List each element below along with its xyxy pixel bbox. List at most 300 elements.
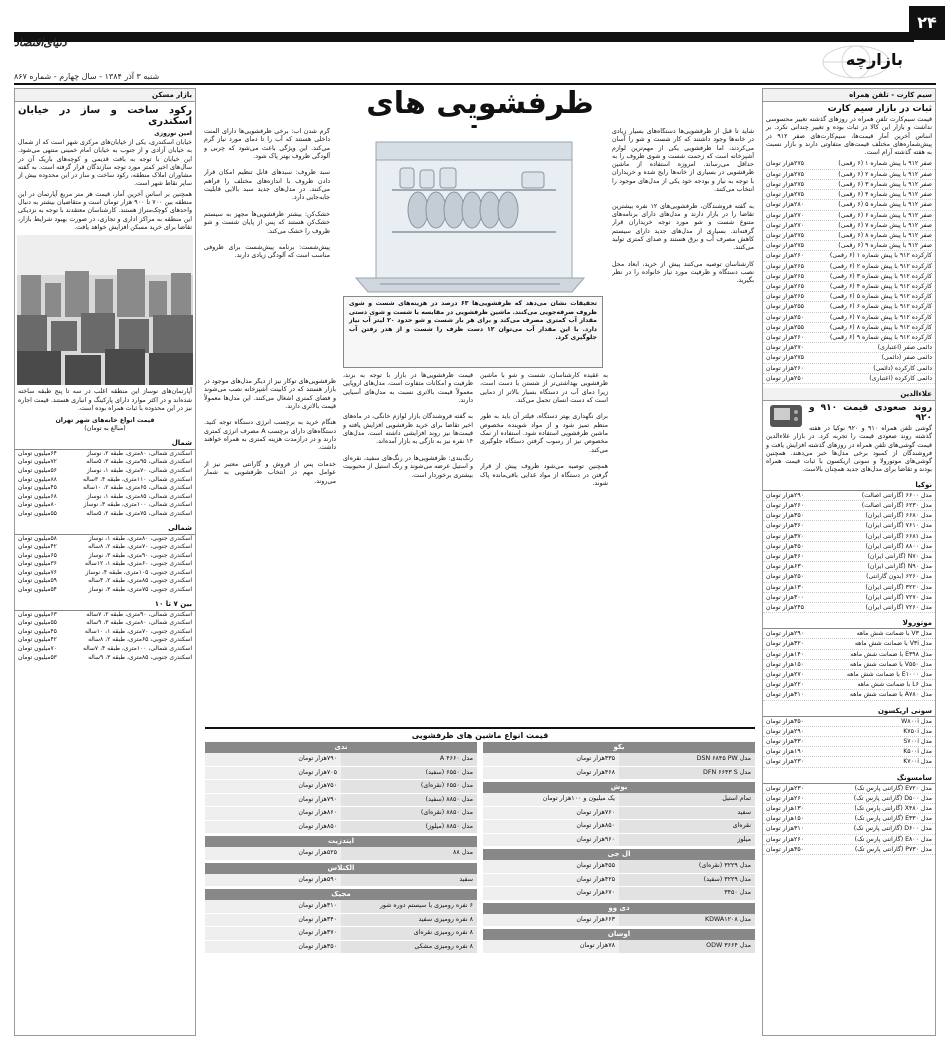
apartment-desc: اسکندری جنوبی، ۷۵متری، طبقه ۳، نوساز [88,586,192,594]
price-row [763,639,935,649]
price-item-value: ۲۶۵هزار تومان [766,282,804,290]
price-table-title: قیمت انواع ماشین های ظرفشویی [205,727,755,740]
brand-heading: دی وو [483,903,755,914]
apartment-price: ۷۰میلیون تومان [18,645,57,653]
price-item-value: ۲۷۰هزار تومان [766,221,804,229]
sony-heading: سونی اریکسون [763,704,935,717]
apartment-price: ۸۸میلیون تومان [18,475,57,483]
price-table-row [205,874,477,888]
model-price: ۷۵۰هزار تومان [205,780,341,793]
price-item-name: دائمی کارکرده (اعتباری) [869,374,932,382]
price-row [763,521,935,531]
top-rule [14,32,914,42]
price-row [763,824,935,834]
price-table-row [205,821,477,835]
price-item-value: ۲۷۰هزار تومان [766,344,804,352]
price-item-value: ۲۵۰هزار تومان [766,313,804,321]
price-item-name: کارکرده ۹۱۲ با پیش شماره ۵ (۶ رقمی) [829,293,932,301]
price-row [763,794,935,804]
price-item-name: کارکرده ۹۱۲ با پیش شماره ۲ (۶ رقمی) [829,262,932,270]
price-item-value: ۲۶۰هزار تومان [766,333,804,341]
apartment-desc: اسکندری شمالی، ۷۰متری، طبقه ۱، نوساز [86,466,192,474]
model-price: ۶۶۳هزار تومان [483,914,619,927]
price-item-name: مدل A۷۸۰ با ضمانت شش ماهه [849,691,932,699]
model-price: ۸۵۰هزار تومان [483,820,619,833]
price-row [763,690,935,700]
motorola-price-list [763,629,935,700]
apartment-row [15,535,195,544]
housing-region-list [15,437,195,662]
price-item-name: مدل K۷۵۰i [903,727,932,735]
price-item-value: ۱۴۰هزار تومان [766,650,804,658]
apartment-desc: اسکندری شمالی، ۸۰متری، طبقه ۳، ۹ساله [86,619,192,627]
apartment-price: ۴۵میلیون تومان [18,627,57,635]
apartment-price: ۶۵میلیون تومان [18,551,57,559]
apartment-row [15,467,195,476]
article-column-3: به عقیده کارشناسان، شست و شو با ماشین ظرفشویی بهداشتی‌تر از شستن با دست است، زیرا دمای آب در دستگاه بسیار بالاتر از دمایی است که دست انسان تحمل می‌کند. برای نگهداری بهتر دستگاه، فیلتر آن باید به طور منظم تمیز شود و از مواد شوینده مخصوص ماشین ظرفشویی استفاده شود. استفاده از نمک مخصوص نیز از رسوب گرفتن دستگاه جلوگیری می‌کند. همچنین توصیه می‌شود ظروف پیش از قرار گرفتن در دستگاه از مواد غذایی باقی‌مانده پاک شوند. [480,372,608,487]
brand-heading: ال جی [483,849,755,860]
price-item-value: ۲۷۰هزار تومان [766,211,804,219]
price-item-value: ۲۶۰هزار تومان [766,794,804,802]
model-price: ۴۶۸هزار تومان [483,767,619,780]
phone-title: روند صعودی قیمت ۹۱۰ و ۹۲۰ [809,402,932,423]
apartment-row [15,636,195,645]
price-row [763,757,935,767]
price-row [763,491,935,501]
price-table-row [483,753,755,767]
apartment-row [15,619,195,628]
region-heading: بین ۷ تا ۱۰ [15,598,195,611]
price-item-value: ۳۲۰هزار تومان [766,640,804,648]
brand-heading: مجیک [205,889,477,900]
model-price: ۳۱۰هزار تومان [205,900,341,913]
price-item-name: کارکرده ۹۱۲ با پیش شماره ۶ (۶ رقمی) [829,303,932,311]
article-headline: ظرفشویی های [366,86,594,121]
price-row [763,670,935,680]
apartment-row [15,458,195,467]
price-item-name: صفر ۹۱۲ با پیش شماره ۴ (۶ رقمی) [838,191,932,199]
apartment-price: ۵۳میلیون تومان [18,653,57,661]
model-price: ۳۳۵هزار تومان [483,753,619,766]
price-item-value: ۲۲۰هزار تومان [766,681,804,689]
price-item-name: مدل N۹۰ (گارانتی ایران) [867,563,932,571]
apartment-desc: اسکندری شمالی، ۸۵متری، طبقه ۱، نوساز [86,492,192,500]
price-row [763,200,935,210]
price-row [763,231,935,241]
price-table-row [205,794,477,808]
nokia-price-list [763,491,935,613]
model-name: ۸ نفره رومیزی نقره‌ای [341,927,477,940]
price-table-row [483,887,755,901]
price-row [763,262,935,272]
price-row [763,302,935,312]
price-item-value: ۳۷۰هزار تومان [766,532,804,540]
motorola-heading: موتورولا [763,616,935,629]
apartment-price: ۵۶میلیون تومان [18,466,57,474]
model-name: مدل ۳۲۲۹ (نقره‌ای) [619,860,755,873]
price-item-name: مدل N۷۰ (گارانتی ایران) [867,552,932,560]
apartment-desc: اسکندری شمالی، ۷۵متری، طبقه ۲، ۵ساله [86,509,192,517]
price-row [763,552,935,562]
phone-section-label: علاءالدین [763,388,935,401]
price-table-row [483,914,755,928]
apartment-row [15,476,195,485]
housing-paragraph: خیابان اسکندری، یکی از خیابان‌های مرکزی شهر است که از شمال به خیابان آزادی و از جنوب به خیابان امام خمینی منتهی می‌شود. این خیابان با توجه به بافت قدیمی و کوچه‌های باریک آن در سال‌های اخیر کمتر مورد توجه سازندگان قرار گرفته است. به گفته مشاوران املاک منطقه، رکود ساخت و ساز در این محدوده بیش از سایر نقاط شهر است. [18,139,192,188]
price-item-name: مدل D۶۰۰ (گارانتی پارس تک) [853,825,932,833]
price-item-value: ۲۶۵هزار تومان [766,293,804,301]
apartment-price: ۵۵میلیون تومان [18,619,57,627]
apartment-desc: اسکندری شمالی، ۱۰۰متری، طبقه ۳، نوساز [83,501,192,509]
price-row [763,323,935,333]
price-row [763,814,935,824]
apartment-desc: اسکندری جنوبی، ۸۰متری، طبقه ۱، نوساز [88,534,192,542]
apartment-row [15,560,195,569]
price-item-value: ۲۹۰هزار تومان [766,727,804,735]
price-item-value: ۲۷۵هزار تومان [766,354,804,362]
price-item-name: مدل ۳۲۲۰ (گارانتی ایران) [865,583,932,591]
price-item-value: ۲۳۰هزار تومان [766,758,804,766]
apartment-price: ۳۶میلیون تومان [18,560,57,568]
housing-table-subtitle: (مبالغ به تومان) [84,425,126,433]
model-price: ۷۰۵هزار تومان [205,767,341,780]
price-item-value: ۲۷۵هزار تومان [766,231,804,239]
price-row [763,511,935,521]
model-name: سفید [341,874,477,887]
price-row [763,747,935,757]
price-row [763,211,935,221]
model-name: مدل ۴۶۶۰ A [341,753,477,766]
price-item-value: ۶۳۰هزار تومان [766,563,804,571]
apartment-row [15,611,195,620]
apartment-desc: اسکندری جنوبی، ۹۰متری، طبقه ۳، نوساز [88,551,192,559]
brand-heading: ندی [205,742,477,753]
section-title: بازارچه [845,50,903,69]
price-item-name: مدل ۶۲۶۰ (بدون گارانتی) [866,573,932,581]
model-price: ۷۸هزار تومان [483,940,619,953]
price-item-value: ۳۱۰هزار تومان [766,691,804,699]
price-row [763,501,935,511]
price-item-name: صفر ۹۱۲ با پیش شماره ۳ (۶ رقمی) [838,180,932,188]
price-table-row [483,860,755,874]
apartment-desc: اسکندری جنوبی، ۷۰متری، طبقه ۲، ۸ساله [88,543,192,551]
price-item-value: ۳۰۰هزار تومان [766,593,804,601]
price-item-name: کارکرده ۹۱۲ با پیش شماره ۱ (۶ رقمی) [829,252,932,260]
model-name: سفید [619,807,755,820]
price-item-name: دائمی صفر (دائمی) [881,354,932,362]
price-item-name: صفر ۹۱۲ با پیش شماره ۵ (۶ رقمی) [838,201,932,209]
apartment-row [15,552,195,561]
phone-body: گوشی تلفن همراه ۹۱۰ و ۹۲۰ نوکیا در هفته گذشته روند صعودی قیمت را تجربه کرد. در بازار علاءالدین قیمت گوشی‌های تلفن همراه در روزهای گذشته افزایش یافت و فروشندگان از کمبود برخی مدل‌ها خبر می‌دهند. همچنین گوشی‌های موتورولا و سونی اریکسون با ثبات قیمت همراه بودند و تقاضا برای مدل‌های جدید همچنان بالاست. [766,424,932,474]
price-table-row [483,793,755,807]
model-price: ۷۶۰هزار تومان [483,807,619,820]
price-item-value: ۲۶۰هزار تومان [766,252,804,260]
price-item-value: ۲۳۰هزار تومان [766,784,804,792]
price-table-row [205,847,477,861]
apartment-desc: اسکندری شمالی، ۹۵متری، طبقه ۳، ۵ساله [86,458,192,466]
price-item-value: ۲۵۰هزار تومان [766,374,804,382]
price-item-value: ۲۵۵هزار تومان [766,303,804,311]
apartment-price: ۵۴میلیون تومان [18,586,57,594]
model-name: مدل ۳۲۲۹ (سفید) [619,874,755,887]
price-table-row [483,874,755,888]
price-row [763,353,935,363]
apartment-row [15,484,195,493]
model-price: ۳۴۰هزار تومان [205,914,341,927]
price-table-row [205,900,477,914]
region-heading: شمال [15,437,195,450]
model-price: ۵۹۰هزار تومان [205,874,341,887]
price-item-value: ۱۳۰هزار تومان [766,583,804,591]
housing-table-title: قیمت انواع خانه‌های شهر تهران [55,417,155,425]
model-name: ۸ نفره رومیزی مشکی [341,941,477,954]
apartment-row [15,654,195,663]
price-row [763,282,935,292]
price-item-value: ۲۷۵هزار تومان [766,160,804,168]
price-item-value: ۱۵۰هزار تومان [766,660,804,668]
price-table-row [205,807,477,821]
model-name: مدل ۸۸۵۰ (سفید) [341,794,477,807]
price-item-value: ۳۵۰هزار تومان [766,717,804,725]
price-row [763,364,935,374]
price-item-value: ۲۷۵هزار تومان [766,180,804,188]
price-item-name: صفر ۹۱۲ با پیش شماره ۹ (۶ رقمی) [838,242,932,250]
price-item-value: ۲۶۵هزار تومان [766,272,804,280]
price-item-value: ۱۳۰هزار تومان [766,805,804,813]
header-rule [14,83,936,85]
apartment-price: ۵۸میلیون تومان [18,534,57,542]
price-table-row [483,820,755,834]
model-name: مدل ۸۸۵۰ (نقره‌ای) [341,807,477,820]
price-row [763,717,935,727]
brand-heading: الکتلاس [205,863,477,874]
price-item-name: صفر ۹۱۲ با پیش شماره ۶ (۶ رقمی) [838,211,932,219]
apartment-desc: اسکندری جنوبی، ۶۵متری، طبقه ۲، ۸ساله [88,636,192,644]
price-item-value: ۲۷۵هزار تومان [766,242,804,250]
photo-caption: تحقیقات نشان می‌دهد که ظرفشویی‌ها ۶۳ درصد در هزینه‌های شست و شوی ظروف صرفه‌جویی می‌کنند. ماشین ظرفشویی در مقایسه با شست و شوی دستی مقدار آب کمتری مصرف می‌کند و برای هر بار شست و شو حدود ۲۰ لیتر آب نیاز دارد. با این مقدار آب می‌توان ۱۲ دست ظرف را شست و از هدر رفتن آب جلوگیری کرد. [343,296,603,368]
price-item-name: مدل V۳i با ضمانت شش ماهه [854,640,932,648]
price-item-name: مدل E۳۳۰ (گارانتی پارس تک) [854,815,932,823]
price-item-value: ۱۹۰هزار تومان [766,748,804,756]
price-item-name: صفر ۹۱۲ با پیش شماره ۸ (۶ رقمی) [838,231,932,239]
model-name: تمام استیل [619,793,755,806]
price-item-value: ۲۸۰هزار تومان [766,201,804,209]
model-price: ۷۹۰هزار تومان [205,753,341,766]
apartment-row [15,543,195,552]
apartment-price: ۵۵میلیون تومان [18,509,57,517]
brand-heading: بکو [483,742,755,753]
price-item-name: مدل K۵۰۰i [903,748,932,756]
price-item-name: مدل ۶۲۳۰ (گارانتی اصالت) [861,501,932,509]
price-item-name: مدل E۳۹۸ با ضمانت شش ماهه [850,650,932,658]
sony-price-list [763,717,935,768]
apartment-desc: اسکندری جنوبی، ۱۰۵متری، طبقه ۴، نوساز [85,568,192,576]
nokia-heading: نوکیا [763,478,935,491]
price-item-value: ۲۷۰هزار تومان [766,670,804,678]
model-price: ۸۶۰هزار تومان [205,807,341,820]
price-row [763,292,935,302]
price-item-value: ۲۷۵هزار تومان [766,170,804,178]
price-item-name: مدل E۱۰۰۰ با ضمانت شش ماهه [846,670,932,678]
price-row [763,159,935,169]
article-column-4: قیمت ظرفشویی‌ها در بازار با توجه به برند، ظرفیت و امکانات متفاوت است. مدل‌های اروپایی معمولاً قیمت بالاتری نسبت به مدل‌های آسیایی دارند. به گفته فروشندگان بازار لوازم خانگی، در ماه‌های اخیر تقاضا برای خرید ظرفشویی افزایش یافته و قیمت‌ها نیز روند افزایشی داشته است. مدل‌های ۱۴ نفره نیز به تازگی به بازار آمده‌اند. رنگ‌بندی: ظرفشویی‌ها در رنگ‌های سفید، نقره‌ای و استیل عرضه می‌شوند و رنگ استیل از محبوبیت بیشتری برخوردار است. [343,372,473,479]
model-name: ۶ نفره رومیزی با سیستم دوره شور [341,900,477,913]
price-item-name: مدل ۷۲۶۰ (گارانتی ایران) [865,603,932,611]
phone-icon [766,403,806,429]
housing-title: رکود ساخت و ساز در خیابان اسکندری [18,105,192,127]
apartment-price: ۴۲میلیون تومان [18,636,57,644]
apartment-price: ۷۲میلیون تومان [18,458,57,466]
price-item-name: دائمی کارکرده (دائمی) [873,364,932,372]
price-item-name: مدل ۷۲۷۰ (گارانتی ایران) [865,593,932,601]
price-item-name: صفر ۹۱۲ با پیش شماره ۷ (۶ رقمی) [838,221,932,229]
price-item-name: کارکرده ۹۱۲ با پیش شماره ۴ (۶ رقمی) [829,282,932,290]
price-row [763,272,935,282]
housing-section-label: بازار مسکن [15,89,195,102]
model-name: مدل ۸۸۵۰ (میلوز) [341,821,477,834]
price-row [763,727,935,737]
model-name: مدل ۶۵۵۰ (سفید) [341,767,477,780]
price-row [763,180,935,190]
model-name: مدل DSN ۶۸۴۵ PW [619,753,755,766]
price-row [763,629,935,639]
price-item-value: ۲۶۰هزار تومان [766,364,804,372]
price-table-row [205,927,477,941]
price-item-value: ۲۵۰هزار تومان [766,573,804,581]
price-row [763,241,935,251]
model-name: مدل ODW ۳۶۶۴ [619,940,755,953]
model-price: ۶۷۰هزار تومان [483,887,619,900]
model-name: میلوز [619,834,755,847]
price-item-value: ۲۶۰هزار تومان [766,501,804,509]
apartment-desc: اسکندری جنوبی، ۸۵متری، طبقه ۲، ۴ساله [88,577,192,585]
apartment-price: ۶۸میلیون تومان [18,492,57,500]
model-price: ۸۵۰هزار تومان [205,821,341,834]
model-price: ۷۹۰هزار تومان [205,794,341,807]
apartment-row [15,577,195,586]
price-row [763,737,935,747]
price-item-value: ۲۶۵هزار تومان [766,262,804,270]
price-item-name: مدل ۶۶۸۱ (گارانتی ایران) [865,532,932,540]
price-item-name: مدل ۷۶۱۰ (گارانتی ایران) [865,522,932,530]
housing-column [14,88,196,1036]
page-number: ۲۴ [909,6,945,40]
price-item-name: صفر ۹۱۲ با پیش شماره ۲ (۶ رقمی) [838,170,932,178]
model-price: یک میلیون و ۱۰۰هزار تومان [483,793,619,806]
brand-heading: بوش [483,782,755,793]
price-item-name: مدل E۸۰۰ (گارانتی پارس تک) [854,835,932,843]
price-table-row [205,914,477,928]
price-row [763,221,935,231]
price-row [763,583,935,593]
brand-heading: اوسان [483,929,755,940]
apartment-row [15,501,195,510]
price-row [763,835,935,845]
article-column-5: ظرفشویی‌های توکار نیز از دیگر مدل‌های موجود در بازار هستند که در کابینت آشپزخانه نصب می‌شوند و فضای کمتری اشغال می‌کنند. این مدل‌ها معمولاً قیمت بالاتری دارند. هنگام خرید به برچسب انرژی دستگاه توجه کنید. دستگاه‌های دارای برچسب A مصرف انرژی کمتری دارند و در درازمدت هزینه کمتری به همراه خواهند داشت. خدمات پس از فروش و گارانتی معتبر نیز از عوامل مهم در انتخاب ظرفشویی به شمار می‌روند. [204,378,336,485]
city-photo [17,235,193,385]
price-item-value: ۳۵۰هزار تومان [766,512,804,520]
price-item-name: مدل ۶۶۸۰ (گارانتی ایران) [865,512,932,520]
price-row [763,532,935,542]
sim-prices-column [762,88,936,1036]
price-row [763,542,935,552]
model-name: مدل ۳۴۵۰ [619,887,755,900]
model-name: مدل KDWA۱۲۰۸ [619,914,755,927]
price-item-value: ۴۶۰هزار تومان [766,552,804,560]
price-item-value: ۳۵۰هزار تومان [766,845,804,853]
price-table-row [483,940,755,954]
price-item-name: مدل D۵۰۰ (گارانتی پارس تک) [853,794,932,802]
sim-intro: قیمت سیم‌کارت تلفن همراه در روزهای گذشته تغییر محسوسی نداشت و بازار این کالا در ثبات بوده و تغییر چندانی نکرد. بر اساس آخرین آمار قیمت‌ها، سیم‌کارت‌های صفر ۹۱۲ در پیش‌شماره‌های مختلف قیمت‌های متفاوتی دارند و بازار نسبت به هفته گذشته آرام است. [766,116,932,157]
price-item-value: ۳۳۰هزار تومان [766,738,804,745]
model-name: نقره‌ای [619,820,755,833]
model-name: مدل ۸۸ [341,847,477,860]
apartment-desc: اسکندری جنوبی، ۶۰متری، طبقه ۱، ۱۲ساله [84,560,192,568]
apartment-row [15,586,195,595]
model-price: ۹۶۰هزار تومان [483,834,619,847]
housing-author: امین نوروزی [154,130,192,137]
price-row [763,343,935,353]
model-name: مدل ۶۵۵۰ (نقره‌ای) [341,780,477,793]
price-item-name: مدل W۸۰۰i [901,717,932,725]
price-item-name: مدل ۸۸۰۰ (گارانتی ایران) [865,542,932,550]
price-row [763,313,935,323]
model-name: مدل DFN ۶۶۴۳ S [619,767,755,780]
apartment-desc: اسکندری شمالی، ۶۵متری، طبقه ۲، ۱۰ساله [83,484,192,492]
region-heading: شمالی [15,522,195,535]
price-row [763,593,935,603]
apartment-row [15,450,195,459]
housing-paragraph: همچنین بر اساس آخرین آمار، قیمت هر متر مربع آپارتمان در این منطقه بین ۷۰۰ تا ۹۰۰ هزار تومان است و متقاضیان بیشتر به دنبال واحدهای کوچک‌متراژ هستند. کارشناسان معتقدند با توجه به نزدیکی این منطقه به مراکز اداری و تجاری، در صورت بهبود شرایط بازار، تقاضا برای خرید مسکن افزایش خواهد یافت. [18,190,192,231]
brand-heading: ایندزیت [205,836,477,847]
issue-info: شنبه ۳ آذر ۱۳۸۴ - سال چهارم - شماره ۸۶۷ [14,72,160,81]
apartment-row [15,510,195,519]
price-item-name: کارکرده ۹۱۲ با پیش شماره ۸ (۶ رقمی) [829,323,932,331]
apartment-desc: اسکندری جنوبی، ۸۵متری، طبقه ۳، ۹ساله [88,653,192,661]
price-table-row [483,834,755,848]
apartment-desc: اسکندری شمالی، ۱۱۰متری، طبقه ۴، ۳ساله [83,475,192,483]
apartment-price: ۶۳میلیون تومان [18,610,57,618]
price-item-name: مدل ۶۶۰۰ (گارانتی اصالت) [861,491,932,499]
price-item-name: دائمی صفر (اعتباری) [877,344,932,352]
model-price: ۴۵۵هزار تومان [483,860,619,873]
price-row [763,680,935,690]
price-item-name: صفر ۹۱۲ با پیش شماره ۱ (۶ رقمی) [838,160,932,168]
price-item-value: ۲۹۰هزار تومان [766,630,804,638]
price-item-value: ۲۷۵هزار تومان [766,191,804,199]
apartment-desc: اسکندری شمالی، ۸۰متری، طبقه ۲، نوساز [86,449,192,457]
price-item-name: کارکرده ۹۱۲ با پیش شماره ۷ (۶ رقمی) [829,313,932,321]
price-table-row [483,807,755,821]
model-price: ۵۲۵هزار تومان [205,847,341,860]
apartment-price: ۵۹میلیون تومان [18,577,57,585]
price-row [763,333,935,343]
apartment-row [15,628,195,637]
price-item-name: مدل L۶ با ضمانت شش ماهه [857,681,932,689]
apartment-desc: اسکندری شمالی، ۱۰۰متری، طبقه ۴، ۷ساله [83,645,192,653]
price-item-name: مدل X۴۸۰ (گارانتی پارس تک) [854,805,932,813]
dishwasher-photo [336,128,604,294]
sim-section-label: سیم کارت - تلفن همراه [763,89,935,102]
apartment-desc: اسکندری شمالی، ۹۰متری، طبقه ۲، ۷ساله [86,610,192,618]
article-column-1: شاید تا قبل از ظرفشویی‌ها دستگاه‌های بسیار زیادی در خانه‌ها وجود داشتند که کار شست و شو را آسان می‌کردند، اما ظرفشویی یکی از مهم‌ترین لوازم آشپزخانه است که زحمت شست و شوی ظروف را به حداقل می‌رساند. امروزه استفاده از ماشین ظرفشویی در بسیاری از خانه‌ها رایج شده و خریداران با توجه به نیاز و بودجه خود یکی از مدل‌های موجود را انتخاب می‌کنند. به گفته فروشندگان، ظرفشویی‌های ۱۲ نفره بیشترین تقاضا را در بازار دارند و مدل‌های دارای برنامه‌های متنوع شست و شو مورد توجه خریداران قرار گرفته‌اند. بسیاری از مدل‌های جدید دارای سیستم کاهش مصرف آب و برق هستند و صدای کمتری تولید می‌کنند. کارشناسان توصیه می‌کنند پیش از خرید، ابعاد محل نصب دستگاه و ظرفیت مورد نیاز خانواده را در نظر بگیرید. [612,128,754,285]
price-item-name: مدل V۳ با ضمانت شش ماهه [856,630,932,638]
apartment-price: ۴۵میلیون تومان [18,484,57,492]
price-item-value: ۴۵۰هزار تومان [766,542,804,550]
price-row [763,374,935,384]
apartment-row [15,569,195,578]
article-column-2: گرم شدن آب: برخی ظرفشویی‌ها دارای المنت داخلی هستند که آب را تا دمای مورد نیاز گرم می‌کند. این ویژگی باعث می‌شود که چربی و آلودگی ظروف بهتر پاک شود. سبد ظروف: سبدهای قابل تنظیم امکان قرار دادن ظروف با اندازه‌های مختلف را فراهم می‌کنند. در مدل‌های جدید سبد بالایی قابلیت جابه‌جایی دارد. خشک‌کن: بیشتر ظرفشویی‌ها مجهز به سیستم خشک‌کن هستند که پس از پایان شست و شو ظروف را خشک می‌کند. پیش‌شست: برنامه پیش‌شست برای ظروفی مناسب است که آلودگی زیادی دارند. [204,128,330,260]
price-item-name: کارکرده ۹۱۲ با پیش شماره ۹ (۶ رقمی) [829,333,932,341]
